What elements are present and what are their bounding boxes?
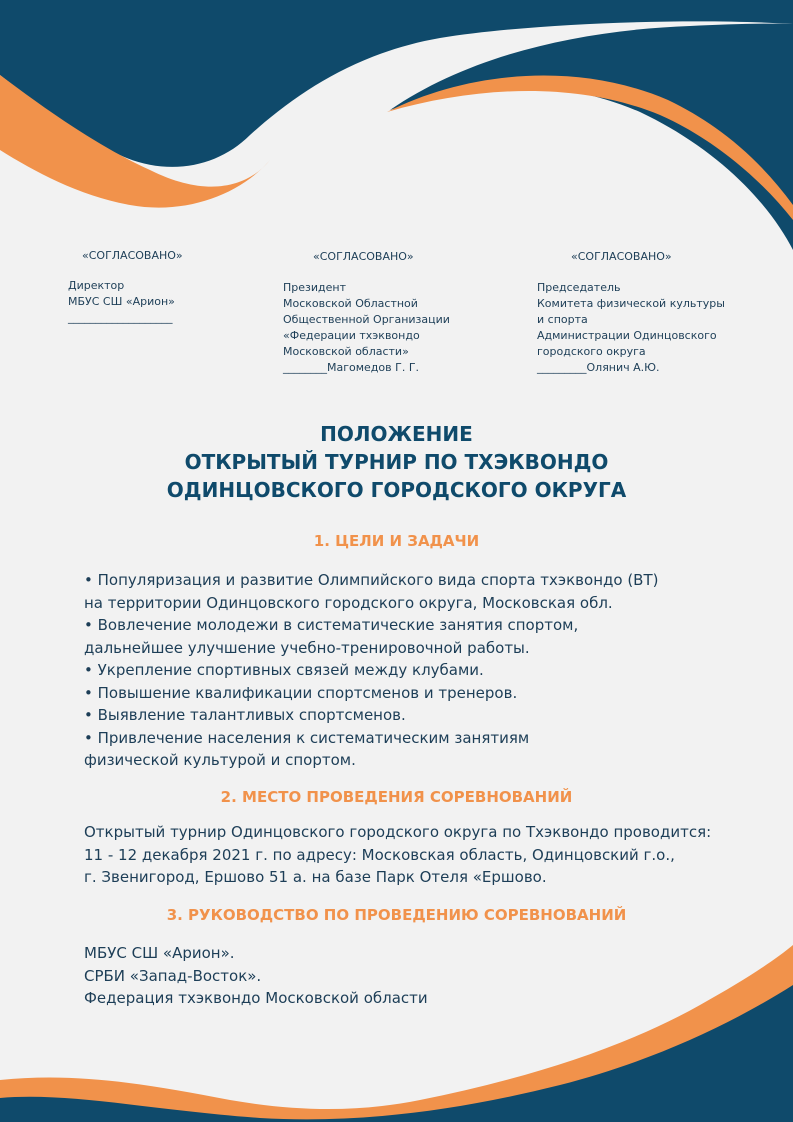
approval-line: Московской области»: [283, 345, 409, 358]
title-line: ПОЛОЖЕНИЕ: [320, 422, 473, 446]
goal-line: • Выявление талантливых спортсменов.: [84, 706, 406, 724]
approval-signature-line: _________Олянич А.Ю.: [537, 361, 660, 374]
title-line: ОДИНЦОВСКОГО ГОРОДСКОГО ОКРУГА: [166, 478, 627, 502]
approval-header: «СОГЛАСОВАНО»: [571, 250, 672, 263]
approval-line: Президент: [283, 281, 346, 294]
goal-line: • Вовлечение молодежи в систематические занятия спортом,: [84, 616, 579, 634]
goal-line: физической культурой и спортом.: [84, 751, 356, 769]
approval-block-chairman: [537, 249, 725, 376]
venue-line: г. Звенигород, Ершово 51 а. на базе Парк Отеля «Ершово.: [84, 868, 547, 886]
approval-signature-line: ___________________: [68, 311, 173, 324]
approval-line: Комитета физической культуры: [537, 297, 725, 310]
approval-line: «Федерации тхэквондо: [283, 329, 420, 342]
section-heading-management: 3. РУКОВОДСТВО ПО ПРОВЕДЕНИЮ СОРЕВНОВАНИЙ: [166, 906, 627, 924]
section-body-venue: [84, 821, 711, 889]
approval-block-director: [68, 248, 183, 326]
section-heading-venue: 2. МЕСТО ПРОВЕДЕНИЯ СОРЕВНОВАНИЙ: [220, 788, 573, 806]
goal-line: • Популяризация и развитие Олимпийского вида спорта тхэквондо (ВТ): [84, 571, 659, 589]
approval-line: Общественной Организации: [283, 313, 450, 326]
top-right-navy: [390, 24, 793, 250]
document-title: [0, 420, 793, 504]
approval-line: Администрации Одинцовского: [537, 329, 717, 342]
goal-line: дальнейшее улучшение учебно-тренировочной работы.: [84, 638, 530, 657]
approval-header: «СОГЛАСОВАНО»: [313, 250, 414, 263]
approval-line: Директор: [68, 279, 125, 292]
approval-line: и спорта: [537, 313, 588, 326]
goal-line: • Укрепление спортивных связей между клубами.: [84, 661, 484, 679]
section-body-goals: [84, 569, 658, 772]
organizer-line: Федерация тхэквондо Московской области: [84, 989, 428, 1007]
venue-line: 11 - 12 декабря 2021 г. по адресу: Московская область, Одинцовский г.о.,: [84, 845, 675, 864]
approval-header: «СОГЛАСОВАНО»: [82, 249, 183, 262]
approval-line: МБУС СШ «Арион»: [68, 295, 175, 308]
goal-line: • Привлечение населения к систематическим занятиям: [84, 728, 530, 747]
organizer-line: СРБИ «Запад-Восток».: [84, 966, 262, 985]
goal-line: • Повышение квалификации спортсменов и тренеров.: [84, 683, 518, 702]
organizer-line: МБУС СШ «Арион».: [84, 944, 235, 962]
goal-line: на территории Одинцовского городского округа, Московская обл.: [84, 593, 613, 612]
title-line: ОТКРЫТЫЙ ТУРНИР ПО ТХЭКВОНДО: [184, 450, 609, 474]
approval-line: Председатель: [537, 281, 621, 294]
section-heading-goals: 1. ЦЕЛИ И ЗАДАЧИ: [313, 532, 480, 550]
approval-signature-line: ________Магомедов Г. Г.: [283, 361, 420, 374]
approval-block-president: [283, 249, 450, 376]
section-body-management: [84, 942, 428, 1010]
approval-line: Московской Областной: [283, 297, 418, 310]
venue-line: Открытый турнир Одинцовского городского округа по Тхэквондо проводится:: [84, 823, 712, 841]
approval-line: городского округа: [537, 345, 646, 358]
